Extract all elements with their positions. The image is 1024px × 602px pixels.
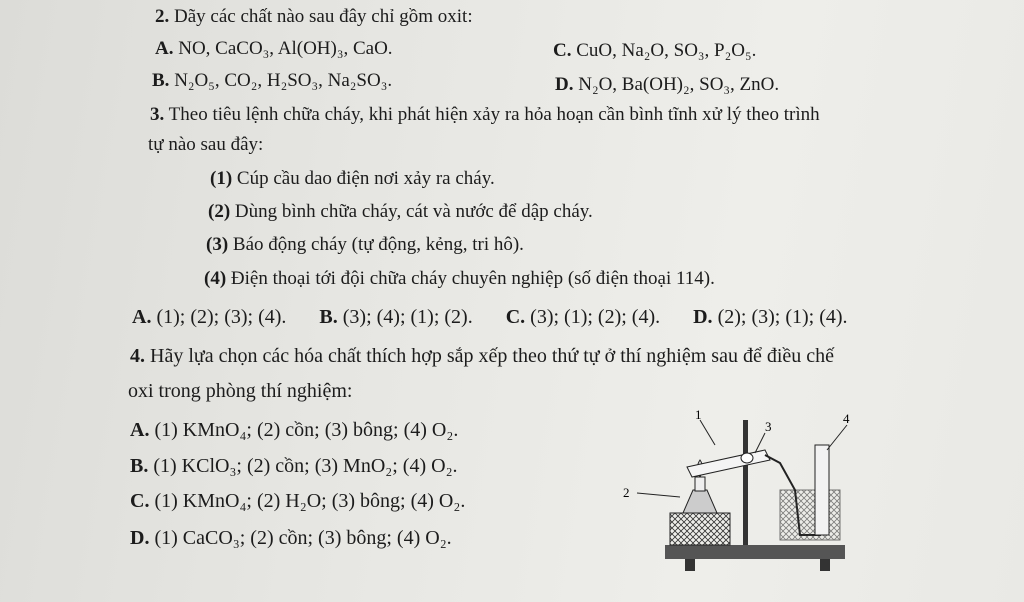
option-text: (1); (2); (3); (4). (156, 306, 287, 328)
burner-stand (670, 513, 730, 545)
q3-number: 3. (150, 104, 165, 125)
label-1: 1 (695, 407, 702, 422)
option-label: B. (130, 455, 149, 477)
option-label: B. (152, 70, 170, 91)
q3-title-line1 (150, 104, 820, 126)
stand-pole (743, 420, 748, 545)
option-label: C. (505, 306, 526, 328)
q3-option-a (132, 306, 286, 329)
q3-option-d (693, 306, 847, 329)
option-label: C. (130, 490, 150, 512)
q3-option-b (319, 306, 472, 329)
label-2: 2 (623, 485, 630, 500)
step-text: Điện thoại tới đội chữa cháy chuyên nghiệp (số điện thoại 114). (230, 268, 715, 289)
q4-option-a (130, 419, 458, 442)
step-number: (3) (206, 234, 229, 255)
oxygen-apparatus-diagram (615, 405, 855, 580)
q4-title-line2: oxi trong phòng thí nghiệm: (128, 380, 353, 402)
option-label: D. (130, 527, 150, 549)
option-label: A. (132, 306, 152, 328)
q2-title (155, 6, 473, 28)
option-label: B. (319, 306, 338, 328)
option-text: (1) KMnO₄; (2) H₂O; (3) bông; (4) O₂. (154, 490, 466, 512)
q2-option-a (155, 38, 393, 60)
q3-step-4 (204, 268, 715, 290)
option-text: (1) KClO₃; (2) cồn; (3) MnO₂; (4) O₂. (153, 455, 458, 477)
label-4: 4 (843, 411, 850, 426)
option-label: A. (130, 419, 150, 441)
q2-text: Dãy các chất nào sau đây chỉ gồm oxit: (174, 6, 473, 27)
option-text: NO, CaCO₃, Al(OH)₃, CaO. (178, 38, 393, 59)
label-3: 3 (765, 419, 772, 434)
step-text: Báo động cháy (tự động, kẻng, tri hô). (232, 234, 524, 255)
gas-collecting-tube (815, 445, 829, 535)
step-number: (1) (210, 168, 233, 189)
option-text: CuO, Na₂O, SO₃, P₂O₅. (576, 40, 757, 61)
q3-option-c (506, 306, 660, 329)
q2-number: 2. (155, 6, 170, 27)
option-label: A. (155, 38, 174, 59)
q4-option-c (130, 490, 465, 513)
q2-option-b (152, 70, 392, 92)
q3-options (132, 306, 848, 329)
q2-option-d (555, 74, 779, 96)
option-text: N₂O, Ba(OH)₂, SO₃, ZnO. (578, 74, 780, 95)
q3-text: Theo tiêu lệnh chữa cháy, khi phát hiện xảy ra hỏa hoạn cần bình tĩnh xử lý theo trình (168, 104, 820, 125)
option-text: (3); (4); (1); (2). (342, 306, 473, 328)
option-text: N₂O₅, CO₂, H₂SO₃, Na₂SO₃. (174, 70, 393, 91)
q3-step-2 (208, 201, 593, 223)
option-text: (2); (3); (1); (4). (717, 306, 848, 328)
step-text: Dùng bình chữa cháy, cát và nước để dập cháy. (234, 201, 593, 222)
q3-title-line2: tự nào sau đây: (148, 134, 264, 155)
water-trough (780, 490, 840, 540)
stand-base (665, 545, 845, 559)
option-label: D. (555, 74, 574, 95)
q3-step-3 (206, 234, 524, 256)
option-label: C. (553, 40, 572, 61)
q3-step-1 (210, 168, 495, 190)
step-number: (2) (208, 201, 231, 222)
q4-number: 4. (130, 345, 145, 367)
q2-option-c (553, 40, 756, 62)
q4-option-d (130, 527, 452, 550)
step-number: (4) (204, 268, 227, 289)
option-text: (1) KMnO₄; (2) cồn; (3) bông; (4) O₂. (154, 419, 459, 441)
option-text: (1) CaCO₃; (2) cồn; (3) bông; (4) O₂. (154, 527, 452, 549)
step-text: Cúp cầu dao điện nơi xảy ra cháy. (236, 168, 495, 189)
q4-title-line1 (130, 345, 834, 368)
option-label: D. (693, 306, 713, 328)
q4-option-b (130, 455, 458, 478)
alcohol-lamp (683, 490, 717, 513)
q4-text: Hãy lựa chọn các hóa chất thích hợp sắp xếp theo thứ tự ở thí nghiệm sau để điều chế (150, 345, 835, 367)
option-text: (3); (1); (2); (4). (530, 306, 661, 328)
